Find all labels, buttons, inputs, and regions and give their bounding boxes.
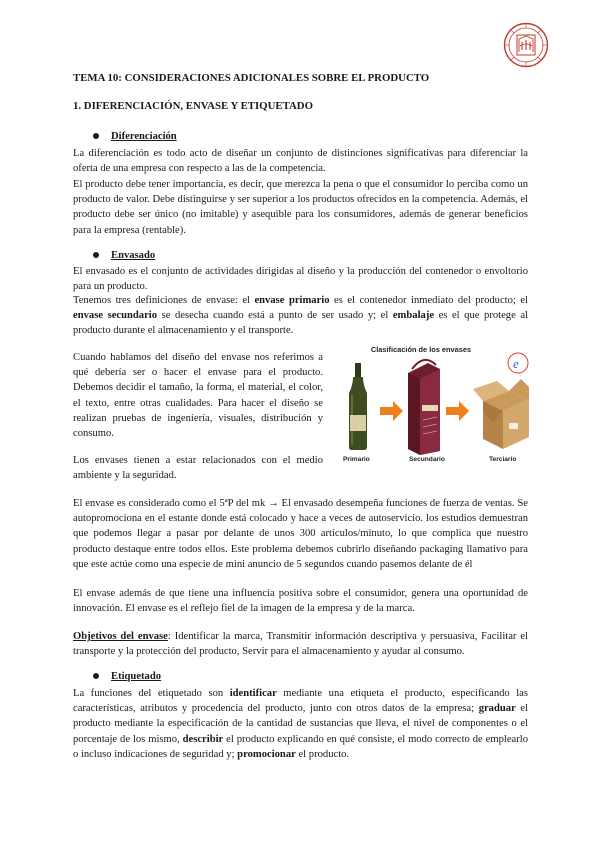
bottle-icon — [349, 363, 367, 450]
page-title: TEMA 10: CONSIDERACIONES ADICIONALES SOBRE EL PRODUCTO — [73, 72, 430, 84]
paragraph-etiquetado: La funciones del etiquetado son identificar mediante una etiqueta el producto, especificando las características, atributos y procedencia del producto, junto con otros datos de la empresa; graduar el producto mediante la especificación de la cantidad de sustancias que lleva, el nivel de componentes o el porcentaje de los mismo, describir el producto explicando en qué consiste, el modo correcto de emplearlo o incluso indicaciones de seguridad y; promocionar el producto. — [73, 688, 529, 760]
paragraph-definitions: Tenemos tres definiciones de envase: el envase primario es el contenedor inmediato del producto; el envase secundario se desecha cuando está a punto de ser usado y; el embalaje es el que protege al producto durante el almacenamiento y el transporte. — [73, 295, 528, 337]
svg-text:e: e — [513, 356, 519, 371]
university-seal-icon — [503, 22, 549, 68]
paragraph: El envasado es el conjunto de actividades dirigidas al diseño y la producción del contenedor o envoltorio para un producto. — [73, 266, 528, 293]
cardboard-box-icon — [473, 379, 529, 449]
packaging-classification-figure — [333, 345, 529, 473]
subheading-etiquetado: Etiquetado — [93, 671, 161, 682]
paragraph: El envase además de que tiene una influencia positiva sobre el consumidor, genera una oportunidad de innovación. El envase es el reflejo fiel de la imagen de la empresa y de la marca. — [73, 588, 528, 615]
paragraph: Cuando hablamos del diseño del envase nos referimos a qué debería ser o hacer el envase para el producto. Debemos decidir el tamaño, la forma, el material, el color, el texto, entre otras cualidades. Para hacer el diseño se realizan pruebas de ingeniería, visuales, distribución y consumo. — [73, 352, 323, 440]
section-heading: 1. DIFERENCIACIÓN, ENVASE Y ETIQUETADO — [73, 100, 313, 112]
paragraph: El producto debe tener importancia, es decir, que merezca la pena o que el consumidor lo perciba como un producto de valor. Debe distinguirse y ser superior a los productos ofrecidos en la competencia. Además, el producto debe ser único (no imitable) y asequible para los consumidores, además de generar beneficios para la empresa (rentable). — [73, 179, 528, 236]
figure-label-secundario: Secundario — [409, 456, 445, 463]
arrow-icon — [446, 401, 469, 421]
paragraph: Los envases tienen a estar relacionados con el medio ambiente y la seguridad. — [73, 455, 323, 482]
arrow-icon — [380, 401, 403, 421]
figure-label-primario: Primario — [343, 456, 370, 463]
figure-label-terciario: Terciario — [489, 456, 517, 463]
paragraph: La diferenciación es todo acto de diseñar un conjunto de distinciones significativas para diferenciar la oferta de una empresa con respecto a las de la competencia. — [73, 148, 528, 175]
objetivos-title: Objetivos del envase — [73, 631, 168, 642]
bullet-icon — [93, 673, 99, 679]
e-logo-icon — [508, 353, 528, 373]
gift-box-icon — [408, 360, 440, 455]
subheading-diferenciacion: Diferenciación — [93, 131, 177, 142]
paragraph: El envase es considerado como el 5ªP del mk → El envasado desempeña funciones de fuerza de ventas. Se autopromociona en el estante donde está colocado y hace a veces de autoservicio. los estudios demuestran que podemos llegar a pasar por delante de unos 300 artículos/minuto, lo que complica que nuestro producto destaque entre todos ellos. Este problema debemos cubrirlo diseñando packaging llamativo para que este actúe como una especie de mini anuncio de 5 segundos cuando pasemos delante de él — [73, 498, 528, 570]
subheading-envasado: Envasado — [93, 250, 155, 261]
figure-title: Clasificación de los envases — [370, 345, 472, 354]
bullet-icon — [93, 133, 99, 139]
paragraph-objetivos: Objetivos del envase: Identificar la marca, Transmitir información descriptiva y persuasiva, Facilitar el transporte y la protección del producto, Servir para el almacenamiento y ayudar al consumo. — [73, 631, 528, 658]
bullet-icon — [93, 252, 99, 258]
